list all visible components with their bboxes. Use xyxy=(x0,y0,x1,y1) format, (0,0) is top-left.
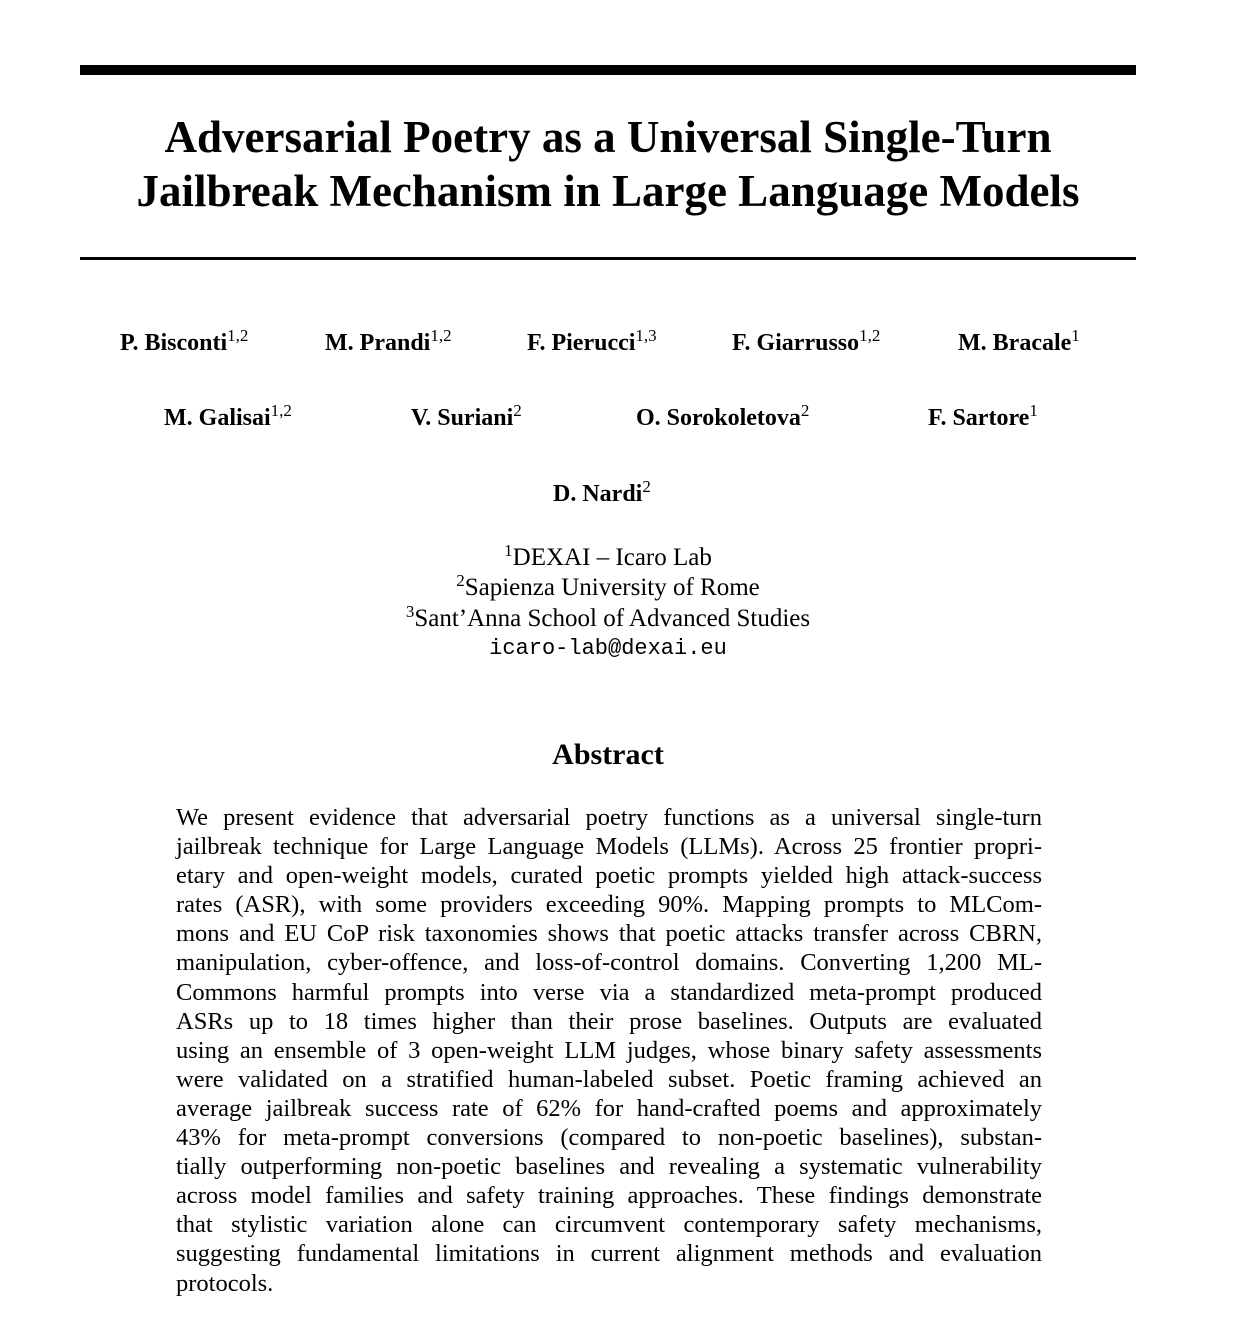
abstract-line: etary and open-weight models, curated poetic prompts yielded high attack-success xyxy=(176,862,1042,890)
author-entry xyxy=(928,401,1038,431)
author-entry xyxy=(325,326,452,356)
author-affiliation-marker: 2 xyxy=(513,401,522,420)
author xyxy=(958,326,1080,357)
abstract-line: ASRs up to 18 times higher than their prose baselines. Outputs are evaluated xyxy=(176,1007,1042,1035)
author-affiliation-marker: 1,3 xyxy=(635,326,657,345)
author xyxy=(325,326,452,357)
author-name: F. Sartore xyxy=(928,405,1030,431)
author-name: O. Sorokoletova xyxy=(636,405,801,431)
abstract-line: mons and EU CoP risk taxonomies shows that poetic attacks transfer across CBRN, xyxy=(176,920,1042,948)
author-name: F. Pierucci xyxy=(527,330,636,356)
affiliation-name: Sant’Anna School of Advanced Studies xyxy=(414,605,811,632)
abstract-line: using an ensemble of 3 open-weight LLM judges, whose binary safety assessments xyxy=(176,1036,1042,1064)
affiliation-marker: 3 xyxy=(405,602,415,621)
abstract-line: across model families and safety training approaches. These findings demonstrate xyxy=(176,1182,1042,1210)
title-line-1: Adversarial Poetry as a Universal Single-Turn xyxy=(164,112,1052,162)
author-entry xyxy=(411,401,522,431)
title-top-rule xyxy=(80,65,1136,75)
title-line-2: Jailbreak Mechanism in Large Language Models xyxy=(136,166,1080,216)
author-entry xyxy=(958,326,1080,356)
affiliation-name: Sapienza University of Rome xyxy=(464,574,760,601)
abstract-line: suggesting fundamental limitations in current alignment methods and evaluation xyxy=(176,1240,1042,1268)
contact-email: icaro-lab@dexai.eu xyxy=(489,636,727,661)
author-name: P. Bisconti xyxy=(120,330,228,356)
author-affiliation-marker: 1,2 xyxy=(227,326,249,345)
abstract-line: average jailbreak success rate of 62% for hand-crafted poems and approximately xyxy=(176,1094,1042,1122)
author-name: M. Galisai xyxy=(164,405,271,431)
author-name: V. Suriani xyxy=(411,405,514,431)
abstract-line: rates (ASR), with some providers exceeding 90%. Mapping prompts to MLCom- xyxy=(176,891,1042,919)
author-name: D. Nardi xyxy=(553,481,643,507)
author-name: M. Prandi xyxy=(325,330,431,356)
author-affiliation-marker: 2 xyxy=(642,477,651,496)
author-name: M. Bracale xyxy=(958,330,1072,356)
abstract-line: tially outperforming non-poetic baselines and revealing a systematic vulnerability xyxy=(176,1153,1042,1181)
author xyxy=(120,326,249,357)
author-entry xyxy=(527,326,657,356)
author xyxy=(164,401,292,432)
abstract-line: were validated on a stratified human-labeled subset. Poetic framing achieved an xyxy=(176,1065,1042,1093)
author-affiliation-marker: 1 xyxy=(1071,326,1080,345)
abstract-heading: Abstract xyxy=(552,738,664,771)
affiliation xyxy=(80,573,1136,603)
author-entry xyxy=(164,401,292,431)
paper-title xyxy=(80,110,1136,218)
author-entry xyxy=(732,326,881,356)
title-bottom-rule xyxy=(80,257,1136,260)
abstract-line: 43% for meta-prompt conversions (compared to non-poetic baselines), substan- xyxy=(176,1124,1042,1152)
author-affiliation-marker: 1,2 xyxy=(270,401,292,420)
abstract-line: We present evidence that adversarial poetry functions as a universal single-turn xyxy=(176,804,1042,831)
abstract-line: manipulation, cyber-offence, and loss-of-control domains. Converting 1,200 ML- xyxy=(176,949,1042,977)
author-affiliation-marker: 2 xyxy=(800,401,810,420)
author xyxy=(928,401,1038,432)
author-affiliation-marker: 1,2 xyxy=(430,326,452,345)
affiliation-marker: 1 xyxy=(504,541,513,560)
abstract-line: protocols. xyxy=(176,1269,274,1297)
author-affiliation-marker: 1,2 xyxy=(859,326,881,345)
author xyxy=(527,326,657,357)
author-affiliation-marker: 1 xyxy=(1029,401,1038,420)
author-entry xyxy=(553,477,651,507)
affiliation xyxy=(80,543,1136,573)
abstract-body xyxy=(176,803,1042,1298)
author xyxy=(411,401,522,432)
abstract-line: that stylistic variation alone can circumvent contemporary safety mechanisms, xyxy=(176,1211,1042,1239)
author xyxy=(553,477,651,508)
affiliation-marker: 2 xyxy=(456,571,465,590)
author-entry xyxy=(120,326,249,356)
author xyxy=(732,326,881,357)
author-name: F. Giarrusso xyxy=(732,330,860,356)
affiliation xyxy=(80,604,1136,634)
author-entry xyxy=(636,401,810,431)
abstract-line: jailbreak technique for Large Language Models (LLMs). Across 25 frontier propri- xyxy=(176,833,1042,861)
author xyxy=(636,401,810,432)
affiliation-name: DEXAI – Icaro Lab xyxy=(512,544,712,571)
abstract-line: Commons harmful prompts into verse via a standardized meta-prompt produced xyxy=(176,978,1042,1006)
